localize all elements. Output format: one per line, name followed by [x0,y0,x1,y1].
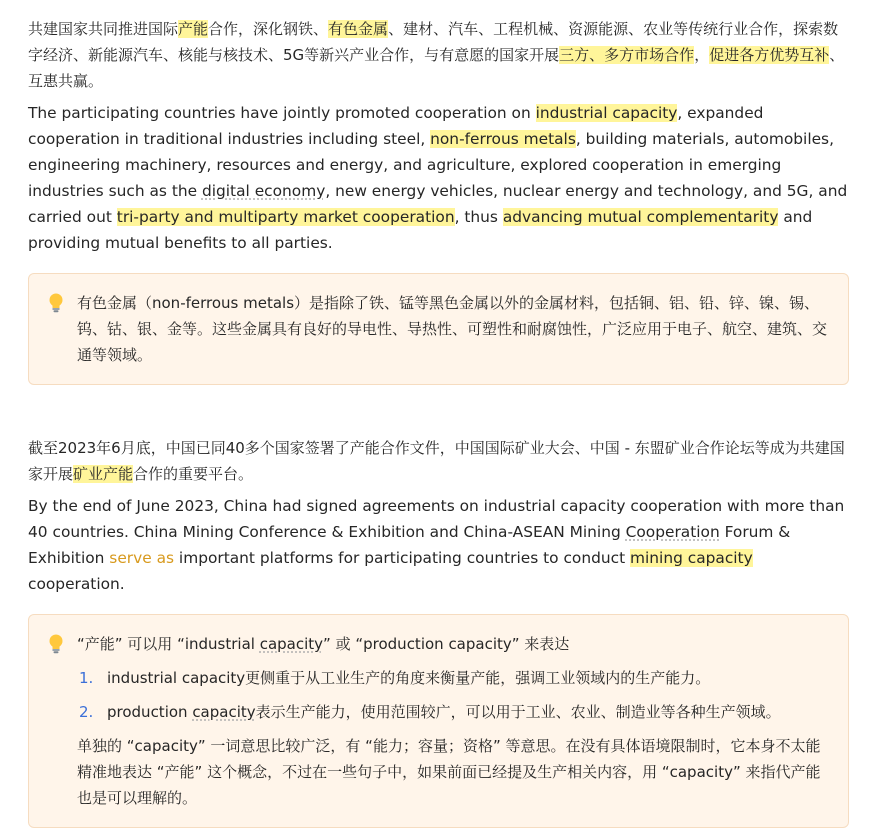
tip-list [77,665,830,725]
list-number: 1. [79,669,94,687]
paragraph-en-1 [28,100,849,256]
text: production [107,703,193,721]
tip-paragraph: 单独的 “capacity” 一词意思比较广泛，有 “能力；容量；资格” 等意思。在没有具体语境限制时，它本身不太能精准地表达 “产能” 这个概念，不过在一些句子中，如果前面已经提及生产相关内容，用 “capacity” 来指代产能也是可以理解的。 [77,737,821,807]
tip-heading [77,631,830,657]
highlight[interactable]: 三方、多方市场合作 [559,46,695,64]
text: ， [694,46,710,64]
text: , new energy vehicles, nuclear energy and technology, and 5G, and carried out [28,182,848,226]
text: 共建国家共同推进国际 [28,20,179,38]
highlight[interactable]: 矿业产能 [73,465,134,483]
text: By the end of June 2023, China had signed agreements on industrial capacity cooperation with more than 40 countries. China Mining Conference & Exhibition and China-ASEAN Mining [28,497,845,541]
text: 表示生产能力，使用范围较广，可以用于工业、农业、制造业等各种生产领域。 [255,703,781,721]
text: , building materials, automobiles, engineering machinery, resources and energy, and agriculture, explored cooperation in emerging industries such as the [28,130,834,200]
lightbulb-icon [47,633,65,655]
tip-text: 有色金属（non-ferrous metals）是指除了铁、锰等黑色金属以外的金属材料，包括铜、铝、铅、锌、镍、锡、钨、钴、银、金等。这些金属具有良好的导电性、导热性、可塑性和耐腐蚀性，广泛应用于电子、航空、建筑、交通等领域。 [77,294,828,364]
text: cooperation. [28,575,125,593]
underlined-term[interactable]: Cooperation [625,523,720,541]
paragraph-zh-1 [28,16,849,94]
text: 合作，深化钢铁、 [208,20,329,38]
text: , thus [454,208,503,226]
highlight[interactable]: 产能 [178,20,209,38]
highlight[interactable]: industrial capacity [535,104,678,122]
tip-box-2 [28,614,849,828]
orange-term[interactable]: serve as [109,549,175,567]
text: “产能” 可以用 “industrial [77,635,260,653]
list-item [77,699,830,725]
lightbulb-icon [47,292,65,314]
text: 截至2023年6月底，中国已同40多个国家签署了产能合作文件，中国国际矿业大会、中国 - 东盟矿业合作论坛等成为共建国家开展 [28,439,845,483]
text: 、互惠共赢。 [28,46,845,90]
text: 合作的重要平台。 [133,465,254,483]
text: 、建材、汽车、工程机械、资源能源、农业等传统行业合作，探索数字经济、新能源汽车、核能与核技术、5G等新兴产业合作，与有意愿的国家开展 [28,20,839,64]
text: important platforms for participating countries to conduct [174,549,631,567]
highlight[interactable]: 有色金属 [328,20,389,38]
list-item [77,665,830,691]
text: The participating countries have jointly promoted cooperation on [28,104,536,122]
underlined-term[interactable]: capacity [192,703,256,721]
list-number: 2. [79,703,94,721]
highlight[interactable]: mining capacity [630,549,753,567]
text: ” 或 “production capacity” 来表达 [323,635,570,653]
highlight[interactable]: non-ferrous metals [430,130,576,148]
tip-box-1 [28,273,849,385]
highlight[interactable]: advancing mutual complementarity [502,208,779,226]
paragraph-en-2 [28,493,849,597]
text: and providing mutual benefits to all parties. [28,208,813,252]
paragraph-zh-2 [28,435,849,487]
underlined-term[interactable]: capacity [259,635,324,653]
text: , expanded cooperation in traditional industries including steel, [28,104,764,148]
list-text [107,699,781,725]
highlight[interactable]: 促进各方优势互补 [709,46,830,64]
text: Forum & Exhibition [28,523,791,567]
underlined-term[interactable]: digital economy [201,182,326,200]
highlight[interactable]: tri-party and multiparty market cooperation [116,208,455,226]
list-text: industrial capacity更侧重于从工业生产的角度来衡量产能，强调工业领域内的生产能力。 [107,669,711,687]
